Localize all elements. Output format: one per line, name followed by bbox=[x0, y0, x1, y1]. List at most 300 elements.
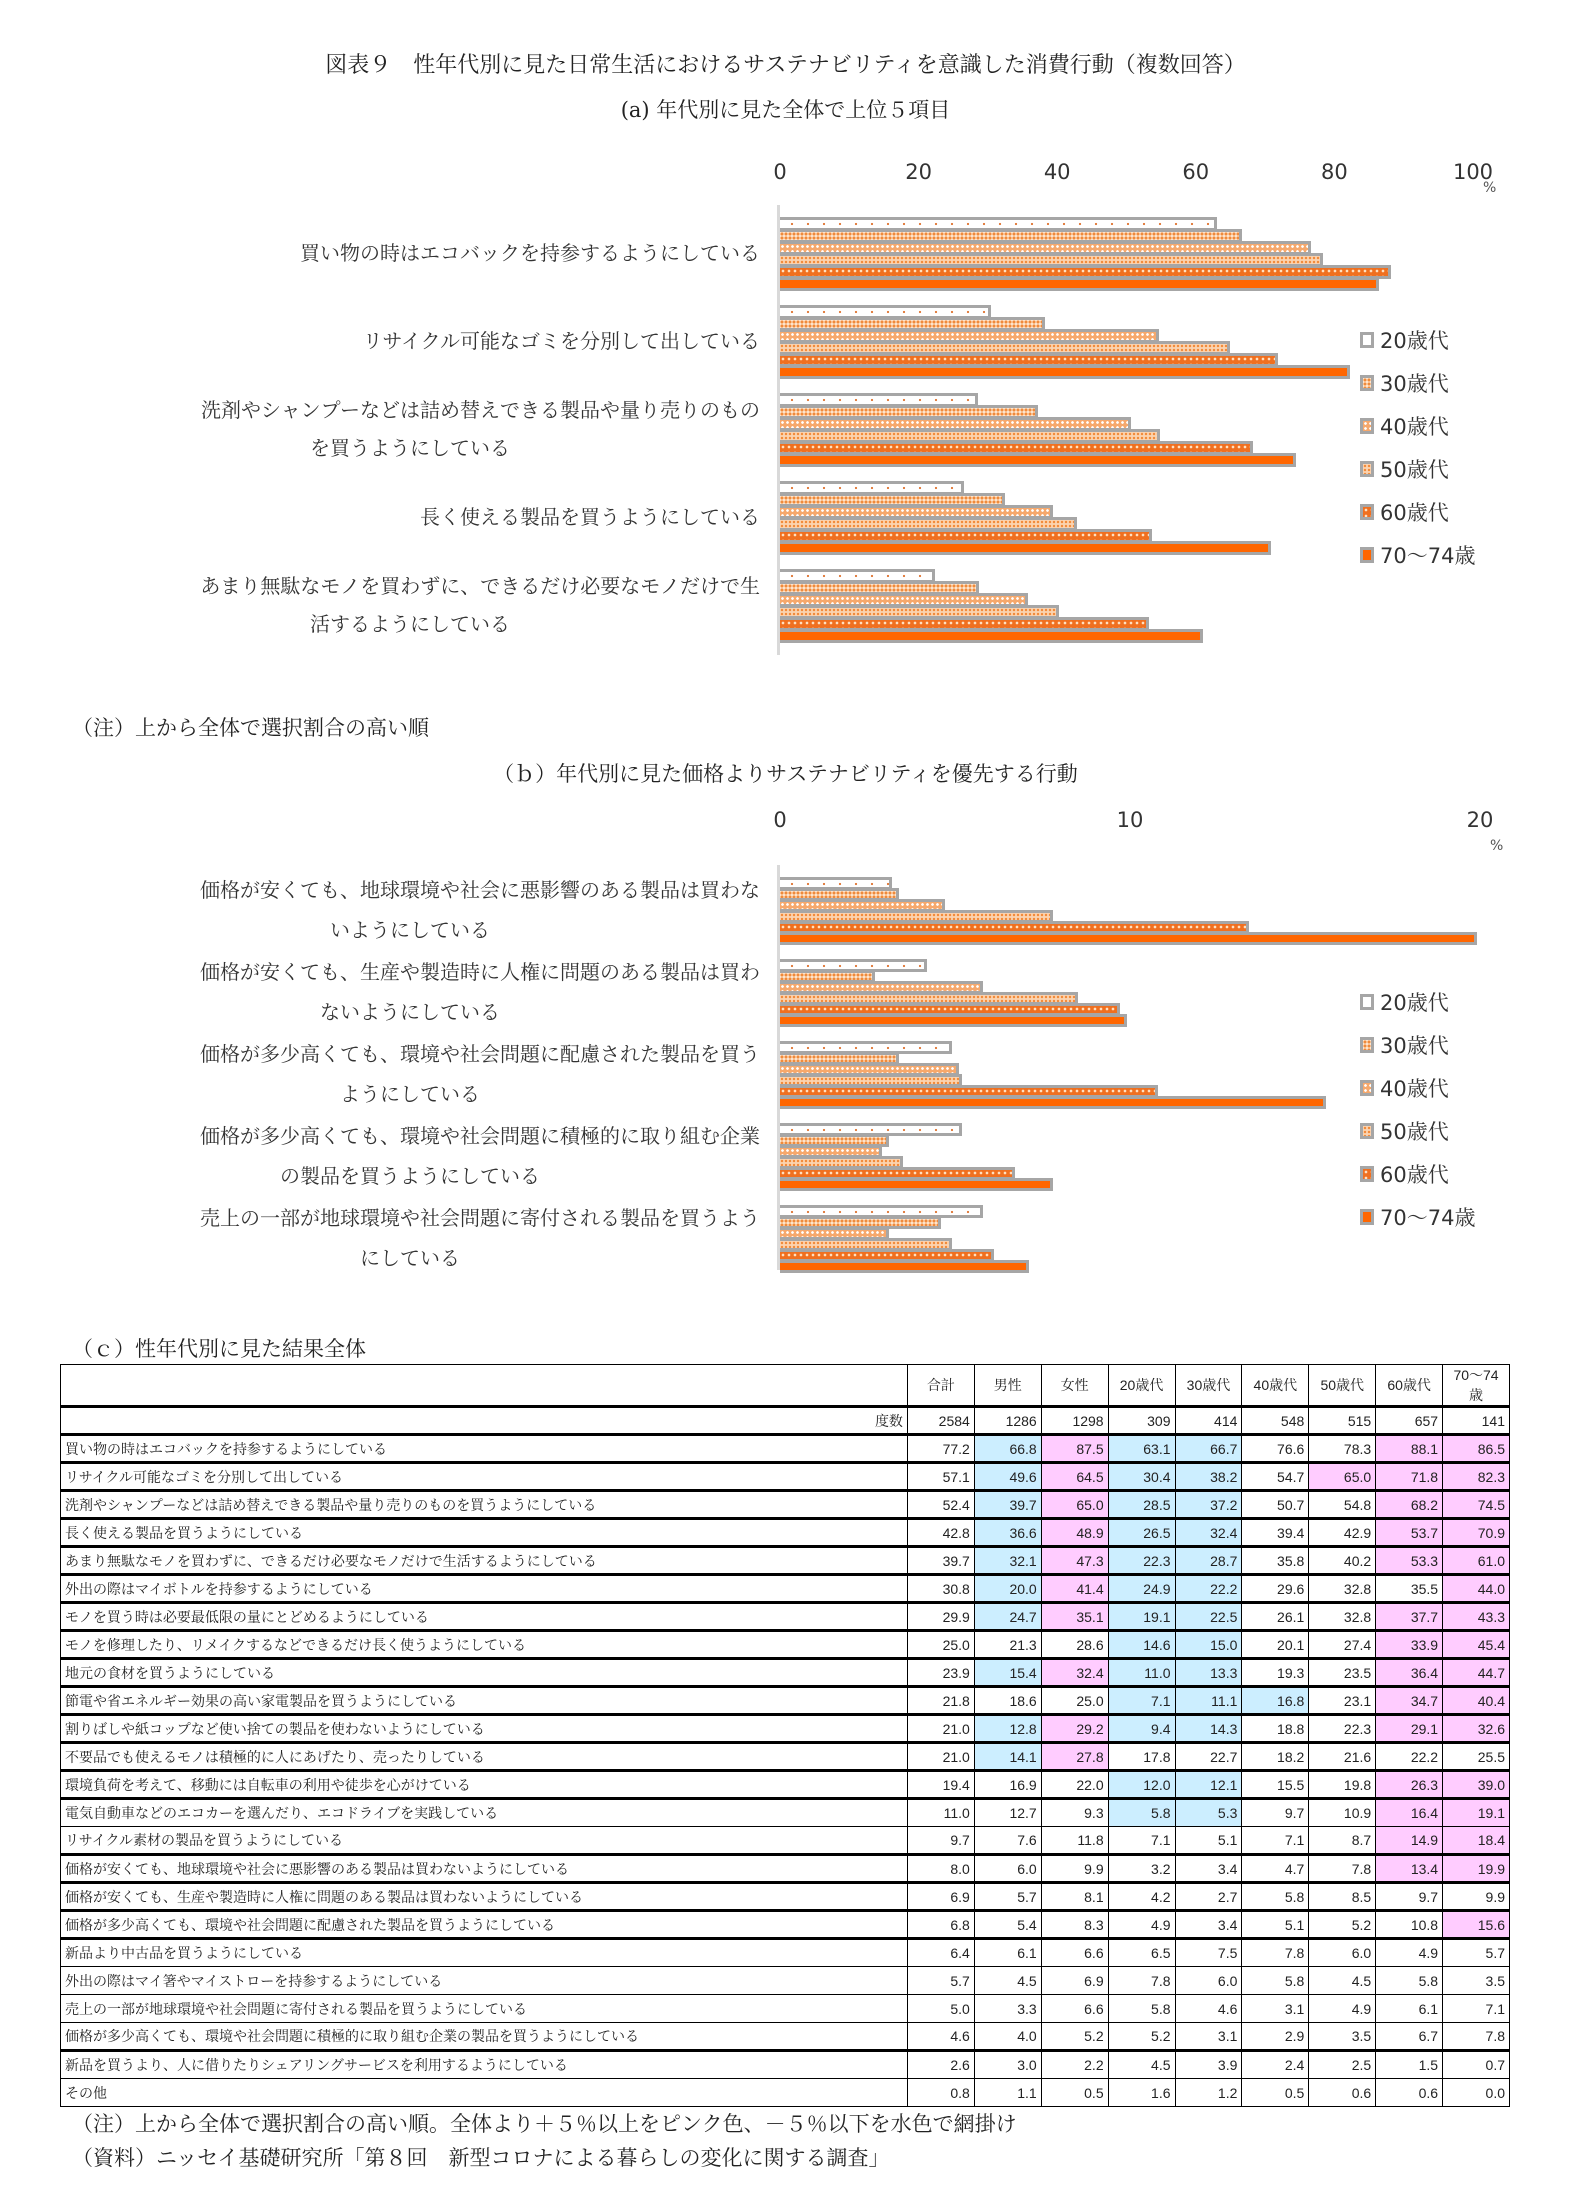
value-cell: 0.7 bbox=[1443, 2051, 1510, 2079]
value-cell: 5.1 bbox=[1242, 1911, 1309, 1939]
column-header: 男性 bbox=[974, 1365, 1041, 1407]
value-cell: 12.1 bbox=[1175, 1771, 1242, 1799]
category-label-line: いようにしている bbox=[330, 918, 490, 942]
value-cell: 19.8 bbox=[1309, 1771, 1376, 1799]
category-label-line: 価格が多少高くても、環境や社会問題に積極的に取り組む企業 bbox=[200, 1124, 760, 1148]
row-label: 新品を買うより、人に借りたりシェアリングサービスを利用するようにしている bbox=[61, 2051, 908, 2079]
row-label: 価格が多少高くても、環境や社会問題に積極的に取り組む企業の製品を買うようにしている bbox=[61, 2023, 908, 2051]
value-cell: 20.1 bbox=[1242, 1631, 1309, 1659]
value-cell: 7.8 bbox=[1108, 1967, 1175, 1995]
row-label: あまり無駄なモノを買わずに、できるだけ必要なモノだけで生活するようにしている bbox=[61, 1547, 908, 1575]
row-label: モノを修理したり、リメイクするなどできるだけ長く使うようにしている bbox=[61, 1631, 908, 1659]
value-cell: 86.5 bbox=[1443, 1435, 1510, 1463]
count-cell: 2584 bbox=[907, 1407, 974, 1435]
value-cell: 3.1 bbox=[1242, 1995, 1309, 2023]
value-cell: 1.1 bbox=[974, 2079, 1041, 2107]
value-cell: 22.2 bbox=[1376, 1743, 1443, 1771]
results-table bbox=[60, 1364, 1510, 2107]
value-cell: 3.9 bbox=[1175, 2051, 1242, 2079]
value-cell: 6.9 bbox=[1041, 1967, 1108, 1995]
value-cell: 5.2 bbox=[1309, 1911, 1376, 1939]
row-label: 地元の食材を買うようにしている bbox=[61, 1659, 908, 1687]
value-cell: 28.6 bbox=[1041, 1631, 1108, 1659]
value-cell: 5.7 bbox=[974, 1883, 1041, 1911]
value-cell: 32.4 bbox=[1041, 1659, 1108, 1687]
value-cell: 42.8 bbox=[907, 1519, 974, 1547]
row-label: 新品より中古品を買うようにしている bbox=[61, 1939, 908, 1967]
legend-swatch-icon bbox=[1360, 504, 1374, 520]
value-cell: 14.6 bbox=[1108, 1631, 1175, 1659]
value-cell: 9.4 bbox=[1108, 1715, 1175, 1743]
value-cell: 66.8 bbox=[974, 1435, 1041, 1463]
legend-swatch-icon bbox=[1360, 461, 1374, 477]
value-cell: 16.8 bbox=[1242, 1687, 1309, 1715]
value-cell: 9.7 bbox=[907, 1827, 974, 1855]
value-cell: 9.9 bbox=[1443, 1883, 1510, 1911]
value-cell: 40.2 bbox=[1309, 1547, 1376, 1575]
table-row bbox=[61, 1827, 1510, 1855]
value-cell: 32.8 bbox=[1309, 1603, 1376, 1631]
axis-tick-label: 10 bbox=[1116, 808, 1144, 832]
value-cell: 5.4 bbox=[974, 1911, 1041, 1939]
category-label bbox=[60, 234, 760, 272]
category-label-line: 買い物の時はエコバックを持参するようにしている bbox=[300, 241, 760, 265]
value-cell: 50.7 bbox=[1242, 1491, 1309, 1519]
table-row bbox=[61, 1855, 1510, 1883]
value-cell: 29.2 bbox=[1041, 1715, 1108, 1743]
legend-swatch-icon bbox=[1360, 1209, 1374, 1225]
value-cell: 6.4 bbox=[907, 1939, 974, 1967]
column-header: 40歳代 bbox=[1242, 1365, 1309, 1407]
table-row bbox=[61, 1491, 1510, 1519]
value-cell: 6.6 bbox=[1041, 1995, 1108, 2023]
legend-swatch-icon bbox=[1360, 994, 1374, 1010]
value-cell: 4.9 bbox=[1108, 1911, 1175, 1939]
value-cell: 2.6 bbox=[907, 2051, 974, 2079]
value-cell: 37.7 bbox=[1376, 1603, 1443, 1631]
legend-label: 60歳代 bbox=[1380, 500, 1449, 525]
legend-swatch-icon bbox=[1360, 1037, 1374, 1053]
value-cell: 64.5 bbox=[1041, 1463, 1108, 1491]
value-cell: 2.9 bbox=[1242, 2023, 1309, 2051]
axis-tick-label: 20 bbox=[1466, 808, 1494, 832]
value-cell: 0.5 bbox=[1041, 2079, 1108, 2107]
category-label-line: ないようにしている bbox=[320, 1000, 500, 1024]
value-cell: 9.9 bbox=[1041, 1855, 1108, 1883]
value-cell: 29.6 bbox=[1242, 1575, 1309, 1603]
value-cell: 42.9 bbox=[1309, 1519, 1376, 1547]
column-header: 70～74歳 bbox=[1443, 1365, 1510, 1407]
legend-label: 20歳代 bbox=[1380, 990, 1449, 1015]
value-cell: 25.5 bbox=[1443, 1743, 1510, 1771]
value-cell: 7.5 bbox=[1175, 1939, 1242, 1967]
value-cell: 36.4 bbox=[1376, 1659, 1443, 1687]
value-cell: 5.8 bbox=[1376, 1967, 1443, 1995]
value-cell: 17.8 bbox=[1108, 1743, 1175, 1771]
value-cell: 0.0 bbox=[1443, 2079, 1510, 2107]
value-cell: 35.5 bbox=[1376, 1575, 1443, 1603]
table-row bbox=[61, 2051, 1510, 2079]
table-row bbox=[61, 2079, 1510, 2107]
value-cell: 7.1 bbox=[1242, 1827, 1309, 1855]
legend-label: 50歳代 bbox=[1380, 457, 1449, 482]
value-cell: 21.6 bbox=[1309, 1743, 1376, 1771]
axis-tick-label: 80 bbox=[1321, 160, 1348, 184]
legend-label: 30歳代 bbox=[1380, 371, 1449, 396]
category-label-line: 価格が多少高くても、環境や社会問題に配慮された製品を買う bbox=[200, 1042, 760, 1066]
value-cell: 22.3 bbox=[1309, 1715, 1376, 1743]
value-cell: 7.1 bbox=[1108, 1687, 1175, 1715]
value-cell: 10.9 bbox=[1309, 1799, 1376, 1827]
legend-item bbox=[1360, 1195, 1475, 1238]
category-label bbox=[60, 498, 760, 536]
legend-swatch-icon bbox=[1360, 332, 1374, 348]
value-cell: 9.7 bbox=[1376, 1883, 1443, 1911]
value-cell: 15.5 bbox=[1242, 1771, 1309, 1799]
table-row bbox=[61, 1967, 1510, 1995]
table-header-blank bbox=[61, 1365, 908, 1407]
axis-unit-label: % bbox=[1490, 838, 1504, 854]
axis-tick-label: 20 bbox=[905, 160, 932, 184]
bar bbox=[780, 541, 1271, 555]
value-cell: 8.0 bbox=[907, 1855, 974, 1883]
chart-legend bbox=[1360, 318, 1475, 576]
value-cell: 5.8 bbox=[1108, 1799, 1175, 1827]
bar bbox=[780, 365, 1350, 379]
legend-label: 30歳代 bbox=[1380, 1033, 1449, 1058]
legend-swatch-icon bbox=[1360, 1166, 1374, 1182]
bar bbox=[780, 1014, 1127, 1027]
value-cell: 4.9 bbox=[1309, 1995, 1376, 2023]
row-label: リサイクル可能なゴミを分別して出している bbox=[61, 1463, 908, 1491]
legend-label: 40歳代 bbox=[1380, 1076, 1449, 1101]
value-cell: 2.4 bbox=[1242, 2051, 1309, 2079]
value-cell: 88.1 bbox=[1376, 1435, 1443, 1463]
value-cell: 11.0 bbox=[907, 1799, 974, 1827]
value-cell: 68.2 bbox=[1376, 1491, 1443, 1519]
table-row bbox=[61, 1939, 1510, 1967]
value-cell: 8.5 bbox=[1309, 1883, 1376, 1911]
value-cell: 70.9 bbox=[1443, 1519, 1510, 1547]
value-cell: 6.9 bbox=[907, 1883, 974, 1911]
value-cell: 8.3 bbox=[1041, 1911, 1108, 1939]
value-cell: 4.0 bbox=[974, 2023, 1041, 2051]
legend-swatch-icon bbox=[1360, 547, 1374, 563]
value-cell: 2.2 bbox=[1041, 2051, 1108, 2079]
table-row bbox=[61, 1687, 1510, 1715]
row-label: 電気自動車などのエコカーを選んだり、エコドライブを実践している bbox=[61, 1799, 908, 1827]
value-cell: 23.1 bbox=[1309, 1687, 1376, 1715]
value-cell: 3.5 bbox=[1443, 1967, 1510, 1995]
value-cell: 53.7 bbox=[1376, 1519, 1443, 1547]
value-cell: 38.2 bbox=[1175, 1463, 1242, 1491]
value-cell: 12.0 bbox=[1108, 1771, 1175, 1799]
value-cell: 2.7 bbox=[1175, 1883, 1242, 1911]
category-label bbox=[60, 322, 760, 360]
row-label: 価格が安くても、地球環境や社会に悪影響のある製品は買わないようにしている bbox=[61, 1855, 908, 1883]
table-note: （注）上から全体で選択割合の高い順。全体より＋５％以上をピンク色、－５％以下を水色で網掛け bbox=[72, 2112, 1017, 2136]
value-cell: 6.1 bbox=[974, 1939, 1041, 1967]
table-row bbox=[61, 1883, 1510, 1911]
legend-item bbox=[1360, 1066, 1475, 1109]
category-label-line: あまり無駄なモノを買わずに、できるだけ必要なモノだけで生 bbox=[200, 574, 760, 598]
table-count-row bbox=[61, 1407, 1510, 1435]
value-cell: 40.4 bbox=[1443, 1687, 1510, 1715]
value-cell: 39.7 bbox=[907, 1547, 974, 1575]
chart-a-note: （注）上から全体で選択割合の高い順 bbox=[72, 716, 429, 740]
row-label: 節電や省エネルギー効果の高い家電製品を買うようにしている bbox=[61, 1687, 908, 1715]
table-row bbox=[61, 1743, 1510, 1771]
category-label-line: 価格が安くても、生産や製造時に人権に問題のある製品は買わ bbox=[200, 960, 760, 984]
table-row bbox=[61, 1771, 1510, 1799]
chart-legend bbox=[1360, 980, 1475, 1238]
value-cell: 32.8 bbox=[1309, 1575, 1376, 1603]
column-header: 30歳代 bbox=[1175, 1365, 1242, 1407]
value-cell: 7.6 bbox=[974, 1827, 1041, 1855]
legend-label: 40歳代 bbox=[1380, 414, 1449, 439]
category-label-line: の製品を買うようにしている bbox=[280, 1164, 540, 1188]
value-cell: 14.3 bbox=[1175, 1715, 1242, 1743]
value-cell: 15.6 bbox=[1443, 1911, 1510, 1939]
value-cell: 0.5 bbox=[1242, 2079, 1309, 2107]
category-label-line: を買うようにしている bbox=[310, 436, 510, 460]
bar bbox=[780, 1260, 1029, 1273]
row-label: 価格が安くても、生産や製造時に人権に問題のある製品は買わないようにしている bbox=[61, 1883, 908, 1911]
bar bbox=[780, 1178, 1053, 1191]
table-row bbox=[61, 1659, 1510, 1687]
bar bbox=[780, 629, 1203, 643]
value-cell: 35.8 bbox=[1242, 1547, 1309, 1575]
legend-swatch-icon bbox=[1360, 418, 1374, 434]
category-label-line: ようにしている bbox=[340, 1082, 480, 1106]
row-label: 環境負荷を考えて、移動には自転車の利用や徒歩を心がけている bbox=[61, 1771, 908, 1799]
value-cell: 44.0 bbox=[1443, 1575, 1510, 1603]
legend-item bbox=[1360, 533, 1475, 576]
value-cell: 13.4 bbox=[1376, 1855, 1443, 1883]
row-label: 割りばしや紙コップなど使い捨ての製品を使わないようにしている bbox=[61, 1715, 908, 1743]
value-cell: 41.4 bbox=[1041, 1575, 1108, 1603]
value-cell: 6.1 bbox=[1376, 1995, 1443, 2023]
legend-item bbox=[1360, 1109, 1475, 1152]
count-cell: 515 bbox=[1309, 1407, 1376, 1435]
value-cell: 18.8 bbox=[1242, 1715, 1309, 1743]
value-cell: 53.3 bbox=[1376, 1547, 1443, 1575]
row-label: 不要品でも使えるモノは積極的に人にあげたり、売ったりしている bbox=[61, 1743, 908, 1771]
category-label bbox=[60, 391, 760, 467]
table-subtitle: （ｃ）性年代別に見た結果全体 bbox=[72, 1337, 366, 1361]
legend-label: 60歳代 bbox=[1380, 1162, 1449, 1187]
value-cell: 28.7 bbox=[1175, 1547, 1242, 1575]
value-cell: 6.7 bbox=[1376, 2023, 1443, 2051]
value-cell: 7.1 bbox=[1443, 1995, 1510, 2023]
value-cell: 30.8 bbox=[907, 1575, 974, 1603]
table-row bbox=[61, 1603, 1510, 1631]
count-cell: 1298 bbox=[1041, 1407, 1108, 1435]
value-cell: 14.1 bbox=[974, 1743, 1041, 1771]
legend-item bbox=[1360, 318, 1475, 361]
value-cell: 3.5 bbox=[1309, 2023, 1376, 2051]
value-cell: 15.0 bbox=[1175, 1631, 1242, 1659]
value-cell: 24.9 bbox=[1108, 1575, 1175, 1603]
legend-label: 20歳代 bbox=[1380, 328, 1449, 353]
value-cell: 6.6 bbox=[1041, 1939, 1108, 1967]
value-cell: 39.7 bbox=[974, 1491, 1041, 1519]
value-cell: 10.8 bbox=[1376, 1911, 1443, 1939]
table-row bbox=[61, 1547, 1510, 1575]
category-label-line: にしている bbox=[360, 1246, 460, 1270]
value-cell: 5.3 bbox=[1175, 1799, 1242, 1827]
value-cell: 21.0 bbox=[907, 1715, 974, 1743]
figure-title: 図表９ 性年代別に見た日常生活におけるサステナビリティを意識した消費行動（複数回答） bbox=[325, 53, 1246, 78]
category-label bbox=[60, 1034, 760, 1114]
value-cell: 3.0 bbox=[974, 2051, 1041, 2079]
value-cell: 0.6 bbox=[1376, 2079, 1443, 2107]
value-cell: 5.8 bbox=[1108, 1995, 1175, 2023]
table-row bbox=[61, 1715, 1510, 1743]
legend-swatch-icon bbox=[1360, 375, 1374, 391]
value-cell: 8.7 bbox=[1309, 1827, 1376, 1855]
value-cell: 66.7 bbox=[1175, 1435, 1242, 1463]
value-cell: 6.5 bbox=[1108, 1939, 1175, 1967]
value-cell: 3.4 bbox=[1175, 1855, 1242, 1883]
axis-unit-label: % bbox=[1483, 180, 1497, 196]
row-label: 長く使える製品を買うようにしている bbox=[61, 1519, 908, 1547]
table-row bbox=[61, 1435, 1510, 1463]
value-cell: 78.3 bbox=[1309, 1435, 1376, 1463]
value-cell: 30.4 bbox=[1108, 1463, 1175, 1491]
row-label: リサイクル素材の製品を買うようにしている bbox=[61, 1827, 908, 1855]
value-cell: 4.6 bbox=[1175, 1995, 1242, 2023]
value-cell: 25.0 bbox=[1041, 1687, 1108, 1715]
value-cell: 29.1 bbox=[1376, 1715, 1443, 1743]
value-cell: 22.7 bbox=[1175, 1743, 1242, 1771]
row-label: 外出の際はマイ箸やマイストローを持参するようにしている bbox=[61, 1967, 908, 1995]
table-row bbox=[61, 1799, 1510, 1827]
table-row bbox=[61, 1519, 1510, 1547]
value-cell: 4.2 bbox=[1108, 1883, 1175, 1911]
count-cell: 548 bbox=[1242, 1407, 1309, 1435]
count-cell: 309 bbox=[1108, 1407, 1175, 1435]
value-cell: 5.2 bbox=[1041, 2023, 1108, 2051]
value-cell: 76.6 bbox=[1242, 1435, 1309, 1463]
value-cell: 6.0 bbox=[1175, 1967, 1242, 1995]
value-cell: 65.0 bbox=[1041, 1491, 1108, 1519]
value-cell: 26.1 bbox=[1242, 1603, 1309, 1631]
value-cell: 24.7 bbox=[974, 1603, 1041, 1631]
category-label-line: 売上の一部が地球環境や社会問題に寄付される製品を買うよう bbox=[200, 1206, 760, 1230]
count-label: 度数 bbox=[61, 1407, 908, 1435]
source-note: （資料）ニッセイ基礎研究所「第８回 新型コロナによる暮らしの変化に関する調査」 bbox=[72, 2146, 890, 2170]
category-label-line: 価格が安くても、地球環境や社会に悪影響のある製品は買わな bbox=[200, 878, 760, 902]
value-cell: 3.4 bbox=[1175, 1911, 1242, 1939]
value-cell: 33.9 bbox=[1376, 1631, 1443, 1659]
value-cell: 20.0 bbox=[974, 1575, 1041, 1603]
value-cell: 61.0 bbox=[1443, 1547, 1510, 1575]
value-cell: 16.4 bbox=[1376, 1799, 1443, 1827]
value-cell: 7.1 bbox=[1108, 1827, 1175, 1855]
value-cell: 7.8 bbox=[1443, 2023, 1510, 2051]
value-cell: 2.5 bbox=[1309, 2051, 1376, 2079]
category-label-line: リサイクル可能なゴミを分別して出している bbox=[362, 329, 760, 353]
value-cell: 37.2 bbox=[1175, 1491, 1242, 1519]
value-cell: 16.9 bbox=[974, 1771, 1041, 1799]
value-cell: 4.6 bbox=[907, 2023, 974, 2051]
axis-tick-label: 0 bbox=[773, 160, 787, 184]
value-cell: 6.0 bbox=[1309, 1939, 1376, 1967]
value-cell: 71.8 bbox=[1376, 1463, 1443, 1491]
value-cell: 54.8 bbox=[1309, 1491, 1376, 1519]
value-cell: 26.5 bbox=[1108, 1519, 1175, 1547]
row-label: 外出の際はマイボトルを持参するようにしている bbox=[61, 1575, 908, 1603]
legend-item bbox=[1360, 490, 1475, 533]
value-cell: 7.8 bbox=[1309, 1855, 1376, 1883]
value-cell: 0.8 bbox=[907, 2079, 974, 2107]
category-label-line: 長く使える製品を買うようにしている bbox=[420, 505, 760, 529]
value-cell: 74.5 bbox=[1443, 1491, 1510, 1519]
table-row bbox=[61, 1911, 1510, 1939]
value-cell: 21.0 bbox=[907, 1743, 974, 1771]
value-cell: 23.5 bbox=[1309, 1659, 1376, 1687]
value-cell: 43.3 bbox=[1443, 1603, 1510, 1631]
table-row bbox=[61, 1575, 1510, 1603]
legend-item bbox=[1360, 1023, 1475, 1066]
value-cell: 5.7 bbox=[1443, 1939, 1510, 1967]
count-cell: 141 bbox=[1443, 1407, 1510, 1435]
value-cell: 87.5 bbox=[1041, 1435, 1108, 1463]
value-cell: 29.9 bbox=[907, 1603, 974, 1631]
value-cell: 0.6 bbox=[1309, 2079, 1376, 2107]
value-cell: 22.3 bbox=[1108, 1547, 1175, 1575]
value-cell: 23.9 bbox=[907, 1659, 974, 1687]
category-label bbox=[60, 870, 760, 950]
table-header-row bbox=[61, 1365, 1510, 1407]
value-cell: 4.9 bbox=[1376, 1939, 1443, 1967]
value-cell: 5.1 bbox=[1175, 1827, 1242, 1855]
value-cell: 5.8 bbox=[1242, 1967, 1309, 1995]
value-cell: 45.4 bbox=[1443, 1631, 1510, 1659]
value-cell: 15.4 bbox=[974, 1659, 1041, 1687]
bar bbox=[780, 453, 1296, 467]
legend-label: 70～74歳 bbox=[1380, 543, 1476, 568]
category-label bbox=[60, 567, 760, 643]
value-cell: 3.1 bbox=[1175, 2023, 1242, 2051]
value-cell: 8.1 bbox=[1041, 1883, 1108, 1911]
bar bbox=[780, 1096, 1326, 1109]
legend-item bbox=[1360, 1152, 1475, 1195]
value-cell: 35.1 bbox=[1041, 1603, 1108, 1631]
axis-tick-label: 0 bbox=[773, 808, 787, 832]
category-label-line: 洗剤やシャンプーなどは詰め替えできる製品や量り売りのもの bbox=[201, 398, 760, 422]
value-cell: 19.1 bbox=[1108, 1603, 1175, 1631]
value-cell: 32.1 bbox=[974, 1547, 1041, 1575]
value-cell: 21.3 bbox=[974, 1631, 1041, 1659]
chart-a-subtitle: (a) 年代別に見た全体で上位５項目 bbox=[620, 98, 951, 122]
count-cell: 1286 bbox=[974, 1407, 1041, 1435]
value-cell: 27.8 bbox=[1041, 1743, 1108, 1771]
value-cell: 63.1 bbox=[1108, 1435, 1175, 1463]
count-cell: 657 bbox=[1376, 1407, 1443, 1435]
table-row bbox=[61, 2023, 1510, 2051]
value-cell: 21.8 bbox=[907, 1687, 974, 1715]
value-cell: 34.7 bbox=[1376, 1687, 1443, 1715]
value-cell: 28.5 bbox=[1108, 1491, 1175, 1519]
value-cell: 18.6 bbox=[974, 1687, 1041, 1715]
value-cell: 19.3 bbox=[1242, 1659, 1309, 1687]
value-cell: 11.0 bbox=[1108, 1659, 1175, 1687]
legend-swatch-icon bbox=[1360, 1123, 1374, 1139]
legend-label: 50歳代 bbox=[1380, 1119, 1449, 1144]
value-cell: 18.2 bbox=[1242, 1743, 1309, 1771]
